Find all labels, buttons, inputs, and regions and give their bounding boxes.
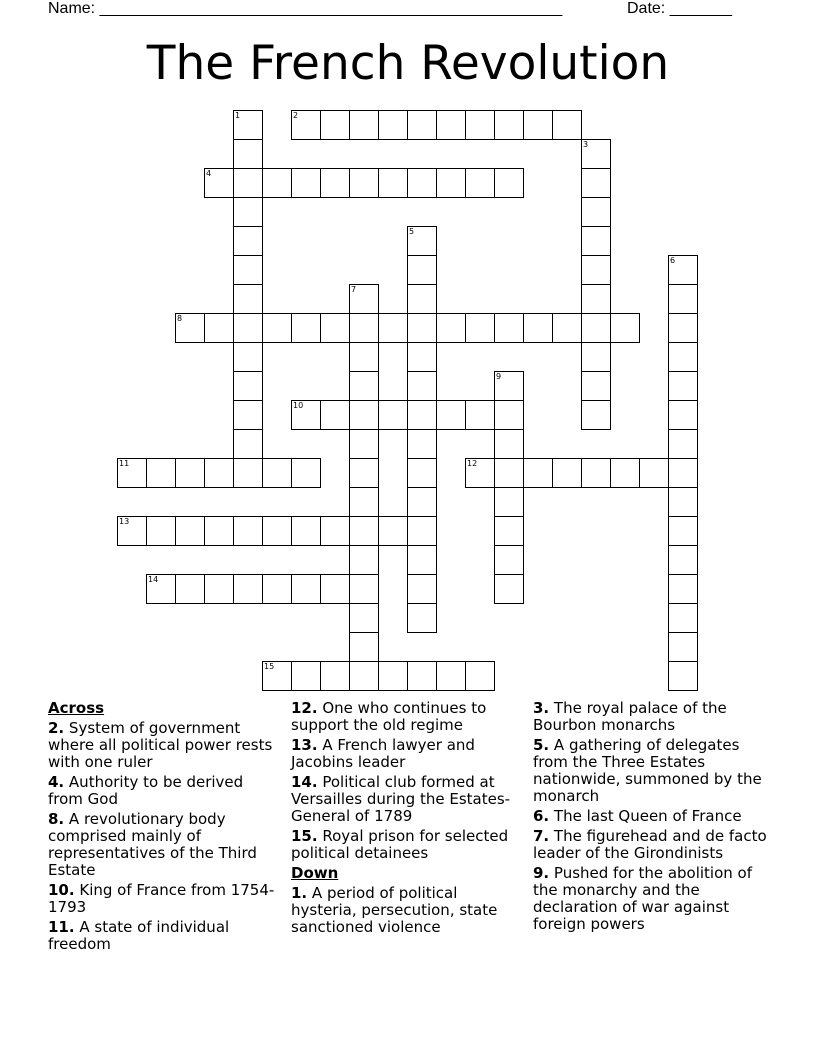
- clue-number: 3.: [533, 699, 550, 717]
- crossword-cell[interactable]: [668, 400, 698, 430]
- crossword-cell[interactable]: [407, 371, 437, 401]
- crossword-cell[interactable]: [552, 110, 582, 140]
- clue-number: 7.: [533, 827, 550, 845]
- crossword-cell[interactable]: [465, 110, 495, 140]
- cell-number: 1: [235, 111, 241, 120]
- cell-number: 5: [409, 227, 415, 236]
- crossword-cell[interactable]: [233, 574, 263, 604]
- crossword-cell[interactable]: [378, 516, 408, 546]
- crossword-cell[interactable]: [581, 284, 611, 314]
- crossword-cell[interactable]: [465, 313, 495, 343]
- crossword-cell[interactable]: [407, 603, 437, 633]
- crossword-cell[interactable]: [349, 603, 379, 633]
- crossword-cell[interactable]: [291, 458, 321, 488]
- crossword-cell[interactable]: [349, 661, 379, 691]
- clue-text: Pushed for the abolition of the monarchy and the declaration of war against foreign powers: [533, 864, 753, 933]
- clue-down-3: [533, 700, 773, 734]
- crossword-cell[interactable]: [378, 168, 408, 198]
- clue-number: 6.: [533, 807, 550, 825]
- clue-number: 15.: [291, 827, 318, 845]
- crossword-cell[interactable]: [349, 429, 379, 459]
- crossword-cell[interactable]: [349, 632, 379, 662]
- crossword-cell[interactable]: [407, 574, 437, 604]
- crossword-cell[interactable]: [523, 458, 553, 488]
- cell-number: 2: [293, 111, 299, 120]
- clue-number: 2.: [48, 719, 65, 737]
- clue-text: A state of individual freedom: [48, 918, 230, 953]
- clue-across-15: [291, 828, 523, 862]
- crossword-cell[interactable]: [349, 110, 379, 140]
- clue-text: Political club formed at Versailles during the Estates-General of 1789: [291, 773, 511, 825]
- clue-text: A French lawyer and Jacobins leader: [291, 736, 475, 771]
- crossword-cell[interactable]: [262, 168, 292, 198]
- cell-number: 6: [670, 256, 676, 265]
- crossword-cell[interactable]: [668, 371, 698, 401]
- crossword-cell[interactable]: [494, 458, 524, 488]
- date-field-label: Date: _______: [627, 0, 732, 17]
- name-field-label: Name: ____________________________________________________: [48, 0, 563, 17]
- crossword-cell[interactable]: [349, 487, 379, 517]
- clue-number: 5.: [533, 736, 550, 754]
- crossword-cell[interactable]: [494, 313, 524, 343]
- crossword-cell[interactable]: [291, 168, 321, 198]
- crossword-cell[interactable]: [494, 574, 524, 604]
- crossword-cell[interactable]: [407, 545, 437, 575]
- crossword-cell[interactable]: [494, 110, 524, 140]
- clue-number: 12.: [291, 699, 318, 717]
- crossword-cell[interactable]: [262, 574, 292, 604]
- crossword-cell[interactable]: [233, 313, 263, 343]
- crossword-cell[interactable]: [668, 516, 698, 546]
- crossword-cell[interactable]: [349, 574, 379, 604]
- crossword-cell[interactable]: [436, 313, 466, 343]
- clue-text: One who continues to support the old regime: [291, 699, 487, 734]
- crossword-cell[interactable]: [610, 313, 640, 343]
- crossword-cell[interactable]: [378, 400, 408, 430]
- crossword-cell[interactable]: [407, 516, 437, 546]
- crossword-cell[interactable]: [581, 255, 611, 285]
- crossword-cell[interactable]: [407, 487, 437, 517]
- crossword-cell[interactable]: [639, 458, 669, 488]
- crossword-cell[interactable]: [668, 255, 698, 285]
- crossword-cell[interactable]: [668, 429, 698, 459]
- crossword-cell[interactable]: [320, 661, 350, 691]
- crossword-cell[interactable]: [407, 342, 437, 372]
- crossword-cell[interactable]: [378, 110, 408, 140]
- crossword-cell[interactable]: [668, 574, 698, 604]
- clue-text: Authority to be derived from God: [48, 773, 244, 808]
- crossword-cell[interactable]: [581, 139, 611, 169]
- cell-number: 13: [119, 517, 130, 526]
- crossword-cell[interactable]: [436, 661, 466, 691]
- across-heading: Across: [48, 699, 105, 717]
- down-heading: Down: [291, 864, 339, 882]
- cell-number: 3: [583, 140, 589, 149]
- crossword-cell[interactable]: [581, 342, 611, 372]
- crossword-cell[interactable]: [117, 458, 147, 488]
- clue-number: 10.: [48, 881, 75, 899]
- crossword-cell[interactable]: [349, 516, 379, 546]
- crossword-cell[interactable]: [349, 168, 379, 198]
- cell-number: 7: [351, 285, 357, 294]
- crossword-cell[interactable]: [320, 110, 350, 140]
- crossword-cell[interactable]: [349, 545, 379, 575]
- crossword-cell[interactable]: [581, 226, 611, 256]
- clue-text: A gathering of delegates from the Three Estates nationwide, summoned by the monarch: [533, 736, 762, 805]
- clue-across-14: [291, 774, 523, 825]
- crossword-cell[interactable]: [349, 313, 379, 343]
- crossword-cell[interactable]: [407, 168, 437, 198]
- crossword-cell[interactable]: [320, 400, 350, 430]
- crossword-cell[interactable]: [233, 110, 263, 140]
- crossword-cell[interactable]: [494, 168, 524, 198]
- cell-number: 4: [206, 169, 212, 178]
- cell-number: 12: [467, 459, 478, 468]
- clue-number: 11.: [48, 918, 75, 936]
- crossword-cell[interactable]: [262, 458, 292, 488]
- crossword-cell[interactable]: [494, 429, 524, 459]
- crossword-cell[interactable]: [233, 139, 263, 169]
- crossword-cell[interactable]: [494, 545, 524, 575]
- crossword-cell[interactable]: [262, 516, 292, 546]
- crossword-cell[interactable]: [581, 168, 611, 198]
- crossword-cell[interactable]: [581, 371, 611, 401]
- crossword-cell[interactable]: [581, 458, 611, 488]
- crossword-cell[interactable]: [407, 429, 437, 459]
- crossword-cell[interactable]: [465, 400, 495, 430]
- crossword-cell[interactable]: [349, 400, 379, 430]
- clue-text: System of government where all political power rests with one ruler: [48, 719, 273, 771]
- crossword-cell[interactable]: [233, 458, 263, 488]
- crossword-cell[interactable]: [349, 342, 379, 372]
- crossword-cell[interactable]: [204, 458, 234, 488]
- page-title: The French Revolution: [146, 36, 670, 91]
- crossword-cell[interactable]: [465, 661, 495, 691]
- crossword-cell[interactable]: [552, 458, 582, 488]
- crossword-cell[interactable]: [668, 313, 698, 343]
- crossword-cell[interactable]: [407, 284, 437, 314]
- crossword-cell[interactable]: [233, 255, 263, 285]
- clue-down-1: [291, 885, 523, 936]
- crossword-cell[interactable]: [349, 371, 379, 401]
- crossword-cell[interactable]: [204, 516, 234, 546]
- clue-text: The figurehead and de facto leader of the Girondinists: [533, 827, 767, 862]
- crossword-cell[interactable]: [494, 400, 524, 430]
- cell-number: 10: [293, 401, 304, 410]
- clue-across-12: [291, 700, 523, 734]
- clue-number: 8.: [48, 810, 65, 828]
- crossword-cell[interactable]: [291, 400, 321, 430]
- crossword-cell[interactable]: [233, 226, 263, 256]
- crossword-cell[interactable]: [320, 574, 350, 604]
- crossword-cell[interactable]: [291, 574, 321, 604]
- crossword-cell[interactable]: [204, 313, 234, 343]
- crossword-cell[interactable]: [407, 255, 437, 285]
- clue-number: 4.: [48, 773, 65, 791]
- crossword-cell[interactable]: [378, 661, 408, 691]
- crossword-cell[interactable]: [233, 429, 263, 459]
- crossword-cell[interactable]: [523, 313, 553, 343]
- crossword-cell[interactable]: [378, 313, 408, 343]
- cell-number: 8: [177, 314, 183, 323]
- crossword-cell[interactable]: [291, 516, 321, 546]
- cell-number: 9: [496, 372, 502, 381]
- crossword-cell[interactable]: [175, 516, 205, 546]
- crossword-cell[interactable]: [668, 284, 698, 314]
- crossword-cell[interactable]: [175, 313, 205, 343]
- clue-number: 13.: [291, 736, 318, 754]
- crossword-cell[interactable]: [262, 313, 292, 343]
- crossword-cell[interactable]: [581, 313, 611, 343]
- crossword-cell[interactable]: [320, 516, 350, 546]
- clue-across-11: [48, 919, 280, 953]
- crossword-cell[interactable]: [233, 400, 263, 430]
- clue-down-7: [533, 828, 773, 862]
- clue-number: 14.: [291, 773, 318, 791]
- clue-across-8: [48, 811, 280, 879]
- crossword-cell[interactable]: [320, 168, 350, 198]
- crossword-cell[interactable]: [668, 661, 698, 691]
- crossword-cell[interactable]: [262, 661, 292, 691]
- crossword-cell[interactable]: [668, 458, 698, 488]
- clues-column-3: [533, 700, 773, 936]
- crossword-cell[interactable]: [204, 168, 234, 198]
- crossword-cell[interactable]: [436, 110, 466, 140]
- cell-number: 15: [264, 662, 275, 671]
- crossword-cell[interactable]: [407, 226, 437, 256]
- crossword-cell[interactable]: [407, 313, 437, 343]
- crossword-cell[interactable]: [320, 313, 350, 343]
- crossword-cell[interactable]: [233, 342, 263, 372]
- crossword-cell[interactable]: [146, 458, 176, 488]
- crossword-cell[interactable]: [349, 284, 379, 314]
- clue-across-4: [48, 774, 280, 808]
- crossword-cell[interactable]: [407, 400, 437, 430]
- crossword-cell[interactable]: [668, 632, 698, 662]
- crossword-cell[interactable]: [494, 371, 524, 401]
- crossword-cell[interactable]: [146, 516, 176, 546]
- clue-down-5: [533, 737, 773, 805]
- clue-text: The last Queen of France: [553, 807, 742, 825]
- crossword-cell[interactable]: [349, 458, 379, 488]
- clues-column-1: [48, 700, 280, 956]
- crossword-cell[interactable]: [175, 574, 205, 604]
- crossword-cell[interactable]: [407, 661, 437, 691]
- crossword-cell[interactable]: [668, 487, 698, 517]
- clue-number: 1.: [291, 884, 308, 902]
- crossword-cell[interactable]: [291, 110, 321, 140]
- crossword-cell[interactable]: [581, 400, 611, 430]
- clue-text: The royal palace of the Bourbon monarchs: [533, 699, 727, 734]
- clue-down-6: [533, 808, 773, 825]
- crossword-cell[interactable]: [175, 458, 205, 488]
- crossword-cell[interactable]: [668, 342, 698, 372]
- crossword-cell[interactable]: [407, 458, 437, 488]
- crossword-cell[interactable]: [407, 110, 437, 140]
- crossword-cell[interactable]: [233, 197, 263, 227]
- clues-column-2: [291, 700, 523, 939]
- crossword-cell[interactable]: [465, 458, 495, 488]
- crossword-cell[interactable]: [233, 284, 263, 314]
- crossword-cell[interactable]: [668, 545, 698, 575]
- clue-across-10: [48, 882, 280, 916]
- crossword-cell[interactable]: [494, 487, 524, 517]
- clue-number: 9.: [533, 864, 550, 882]
- crossword-cell[interactable]: [146, 574, 176, 604]
- crossword-cell[interactable]: [204, 574, 234, 604]
- crossword-cell[interactable]: [233, 516, 263, 546]
- cell-number: 11: [119, 459, 130, 468]
- crossword-cell[interactable]: [291, 661, 321, 691]
- crossword-cell[interactable]: [436, 168, 466, 198]
- clue-across-13: [291, 737, 523, 771]
- crossword-cell[interactable]: [523, 110, 553, 140]
- crossword-cell[interactable]: [552, 313, 582, 343]
- clue-text: A period of political hysteria, persecution, state sanctioned violence: [291, 884, 498, 936]
- clue-across-2: [48, 720, 280, 771]
- crossword-cell[interactable]: [668, 603, 698, 633]
- clue-text: Royal prison for selected political detainees: [291, 827, 509, 862]
- crossword-cell[interactable]: [494, 516, 524, 546]
- crossword-cell[interactable]: [233, 168, 263, 198]
- crossword-cell[interactable]: [581, 197, 611, 227]
- crossword-cell[interactable]: [436, 400, 466, 430]
- crossword-cell[interactable]: [291, 313, 321, 343]
- clue-text: A revolutionary body comprised mainly of representatives of the Third Estate: [48, 810, 257, 879]
- crossword-cell[interactable]: [233, 371, 263, 401]
- clue-text: King of France from 1754-1793: [48, 881, 275, 916]
- crossword-cell[interactable]: [117, 516, 147, 546]
- clue-down-9: [533, 865, 773, 933]
- cell-number: 14: [148, 575, 159, 584]
- crossword-cell[interactable]: [465, 168, 495, 198]
- crossword-cell[interactable]: [610, 458, 640, 488]
